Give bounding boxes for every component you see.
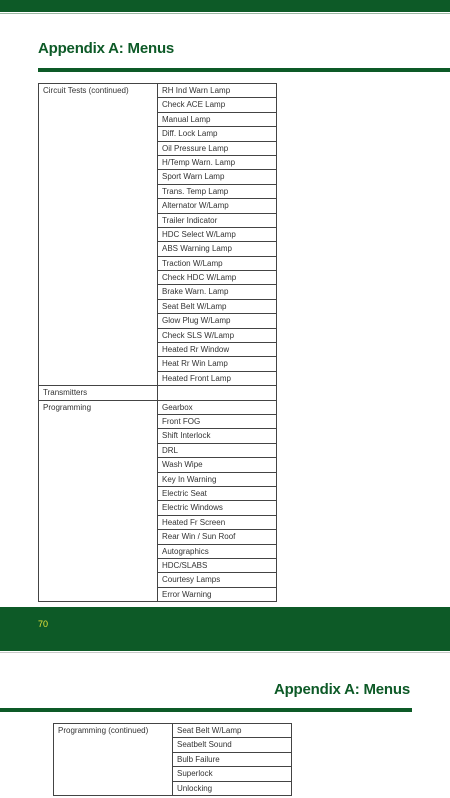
menu-item: DRL <box>158 443 277 457</box>
table-row <box>54 724 292 738</box>
menu-item: Heated Rr Window <box>158 343 277 357</box>
menu-item: Alternator W/Lamp <box>158 199 277 213</box>
menu-table-2 <box>53 723 292 796</box>
menu-item: Wash Wipe <box>158 458 277 472</box>
table-row <box>39 386 277 400</box>
menu-item: Shift Interlock <box>158 429 277 443</box>
menu-item: Diff. Lock Lamp <box>158 127 277 141</box>
menu-item: Front FOG <box>158 414 277 428</box>
footer-divider <box>0 652 450 653</box>
menu-item: HDC/SLABS <box>158 558 277 572</box>
menu-item: Check SLS W/Lamp <box>158 328 277 342</box>
page-title: Appendix A: Menus <box>38 40 175 57</box>
menu-item: Sport Warn Lamp <box>158 170 277 184</box>
menu-item: Heated Fr Screen <box>158 515 277 529</box>
menu-item: Glow Plug W/Lamp <box>158 314 277 328</box>
menu-item: Trailer Indicator <box>158 213 277 227</box>
menu-item <box>158 386 277 400</box>
menu-item: Check ACE Lamp <box>158 98 277 112</box>
table-row <box>39 84 277 98</box>
menu-item: Seatbelt Sound <box>173 738 292 752</box>
menu-item: Seat Belt W/Lamp <box>158 299 277 313</box>
menu-item: Trans. Temp Lamp <box>158 184 277 198</box>
menu-item: Oil Pressure Lamp <box>158 141 277 155</box>
menu-item: Superlock <box>173 767 292 781</box>
menu-item: Courtesy Lamps <box>158 573 277 587</box>
menu-item: ABS Warning Lamp <box>158 242 277 256</box>
menu-item: Autographics <box>158 544 277 558</box>
menu-table <box>38 83 277 602</box>
page-title-2: Appendix A: Menus <box>273 681 410 698</box>
menu-item: Unlocking <box>173 781 292 795</box>
header-bar <box>0 0 450 12</box>
footer-bar <box>0 607 450 651</box>
menu-category: Programming <box>39 400 158 601</box>
menu-category: Circuit Tests (continued) <box>39 84 158 386</box>
menu-item: Rear Win / Sun Roof <box>158 530 277 544</box>
page-number: 70 <box>38 619 49 629</box>
menu-item: Manual Lamp <box>158 112 277 126</box>
menu-item: HDC Select W/Lamp <box>158 227 277 241</box>
menu-item: Seat Belt W/Lamp <box>173 724 292 738</box>
menu-item: Electric Windows <box>158 501 277 515</box>
menu-category: Programming (continued) <box>54 724 173 796</box>
menu-item: Heated Front Lamp <box>158 371 277 385</box>
menu-item: RH Ind Warn Lamp <box>158 84 277 98</box>
menu-category: Transmitters <box>39 386 158 400</box>
menu-item: Bulb Failure <box>173 752 292 766</box>
menu-item: H/Temp Warn. Lamp <box>158 155 277 169</box>
header-divider <box>0 13 450 14</box>
title-rule-2 <box>0 708 412 712</box>
menu-item: Electric Seat <box>158 486 277 500</box>
title-rule <box>38 68 450 72</box>
menu-item: Error Warning <box>158 587 277 601</box>
menu-item: Brake Warn. Lamp <box>158 285 277 299</box>
menu-item: Gearbox <box>158 400 277 414</box>
table-row <box>39 400 277 414</box>
menu-item: Check HDC W/Lamp <box>158 271 277 285</box>
menu-item: Key In Warning <box>158 472 277 486</box>
menu-item: Heat Rr Win Lamp <box>158 357 277 371</box>
menu-item: Traction W/Lamp <box>158 256 277 270</box>
